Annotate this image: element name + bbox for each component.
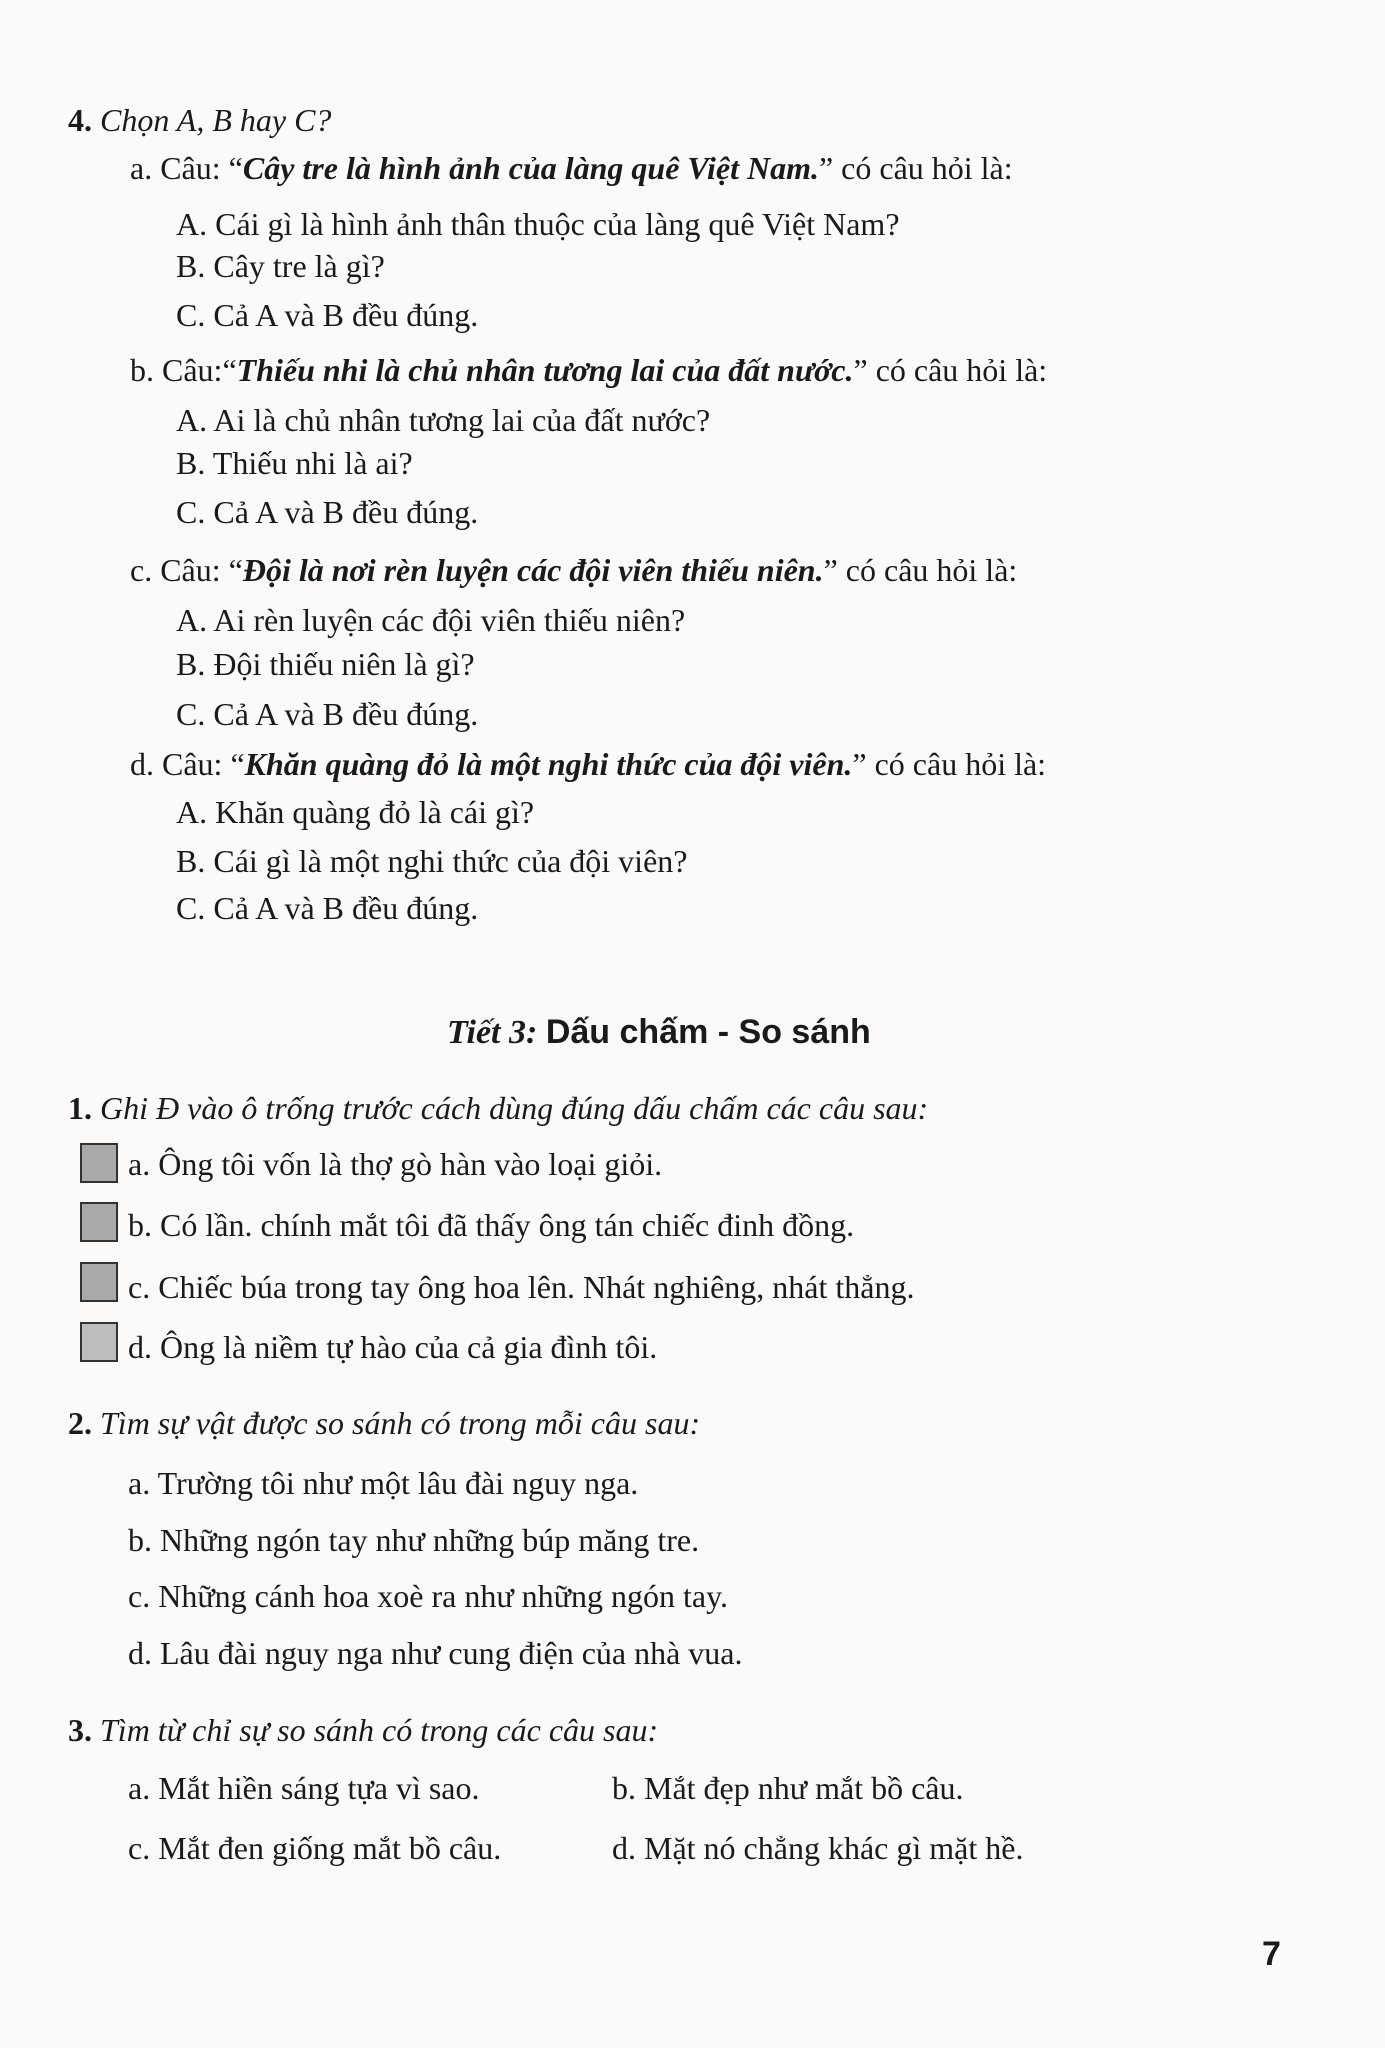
answer-checkbox-a[interactable] — [80, 1143, 118, 1183]
ex2-item: d. Lâu đài nguy nga như cung điện của nhà vua. — [128, 1635, 743, 1671]
question-sentence: Đội là nơi rèn luyện các đội viên thiếu niên. — [242, 552, 824, 588]
answer-checkbox-c[interactable] — [80, 1262, 118, 1302]
section4-heading — [68, 100, 331, 140]
question-prefix: a. Câu: “ — [130, 150, 243, 186]
ex3-item: a. Mắt hiền sáng tựa vì sao. — [128, 1770, 480, 1806]
answer-checkbox-b[interactable] — [80, 1202, 118, 1242]
lesson-heading — [447, 1012, 871, 1053]
ex3-item: d. Mặt nó chẳng khác gì mặt hề. — [612, 1830, 1024, 1866]
instruction-text: Tìm từ chỉ sự so sánh có trong các câu sau: — [100, 1712, 659, 1748]
question-d — [130, 744, 1046, 784]
ex3-item: c. Mắt đen giống mắt bồ câu. — [128, 1830, 502, 1866]
question-prefix: b. Câu:“ — [130, 352, 237, 388]
question-suffix: ” có câu hỏi là: — [852, 746, 1047, 782]
exercise-1-instruction — [68, 1088, 928, 1128]
section4-title: Chọn A, B hay C? — [100, 102, 332, 138]
ex2-item: a. Trường tôi như một lâu đài nguy nga. — [128, 1465, 639, 1501]
option: A. Ai là chủ nhân tương lai của đất nước? — [176, 402, 711, 438]
option: B. Cái gì là một nghi thức của đội viên? — [176, 843, 688, 879]
option: C. Cả A và B đều đúng. — [176, 297, 479, 333]
question-sentence: Khăn quàng đỏ là một nghi thức của đội viên. — [244, 746, 853, 782]
option: C. Cả A và B đều đúng. — [176, 890, 479, 926]
ex1-item: a. Ông tôi vốn là thợ gò hàn vào loại giỏi. — [128, 1146, 663, 1182]
question-sentence: Thiếu nhi là chủ nhân tương lai của đất nước. — [236, 352, 854, 388]
question-suffix: ” có câu hỏi là: — [818, 150, 1013, 186]
question-c — [130, 550, 1017, 590]
page-number: 7 — [1262, 1935, 1281, 1973]
option: A. Khăn quàng đỏ là cái gì? — [176, 794, 535, 830]
lesson-title: Dấu chấm - So sánh — [545, 1013, 871, 1051]
ex2-item: c. Những cánh hoa xoè ra như những ngón tay. — [128, 1578, 729, 1614]
question-prefix: d. Câu: “ — [130, 746, 245, 782]
ex1-item: c. Chiếc búa trong tay ông hoa lên. Nhát nghiêng, nhát thẳng. — [128, 1269, 915, 1305]
exercise-number: 1. — [68, 1090, 92, 1126]
ex3-item: b. Mắt đẹp như mắt bồ câu. — [612, 1770, 964, 1806]
exercise-number: 2. — [68, 1405, 92, 1441]
question-sentence: Cây tre là hình ảnh của làng quê Việt Nam. — [242, 150, 819, 186]
lesson-label: Tiết 3: — [447, 1014, 538, 1051]
answer-checkbox-d[interactable] — [80, 1322, 118, 1362]
question-a — [130, 148, 1013, 188]
instruction-text: Tìm sự vật được so sánh có trong mỗi câu sau: — [100, 1405, 701, 1441]
option: B. Thiếu nhi là ai? — [176, 445, 413, 481]
option: B. Cây tre là gì? — [176, 248, 385, 284]
instruction-text: Ghi Đ vào ô trống trước cách dùng đúng dấu chấm các câu sau: — [100, 1090, 929, 1126]
option: B. Đội thiếu niên là gì? — [176, 646, 475, 682]
ex2-item: b. Những ngón tay như những búp măng tre. — [128, 1522, 700, 1558]
option: C. Cả A và B đều đúng. — [176, 494, 479, 530]
question-prefix: c. Câu: “ — [130, 552, 243, 588]
exercise-2-instruction — [68, 1403, 700, 1443]
ex1-item: d. Ông là niềm tự hào của cả gia đình tôi. — [128, 1329, 658, 1365]
question-suffix: ” có câu hỏi là: — [853, 352, 1048, 388]
question-b — [130, 350, 1047, 390]
option: A. Cái gì là hình ảnh thân thuộc của làng quê Việt Nam? — [176, 206, 900, 242]
section4-number: 4. — [68, 102, 92, 138]
exercise-3-instruction — [68, 1710, 658, 1750]
ex1-item: b. Có lần. chính mắt tôi đã thấy ông tán chiếc đinh đồng. — [128, 1207, 855, 1243]
option: C. Cả A và B đều đúng. — [176, 696, 479, 732]
option: A. Ai rèn luyện các đội viên thiếu niên? — [176, 602, 686, 638]
exercise-number: 3. — [68, 1712, 92, 1748]
question-suffix: ” có câu hỏi là: — [823, 552, 1018, 588]
